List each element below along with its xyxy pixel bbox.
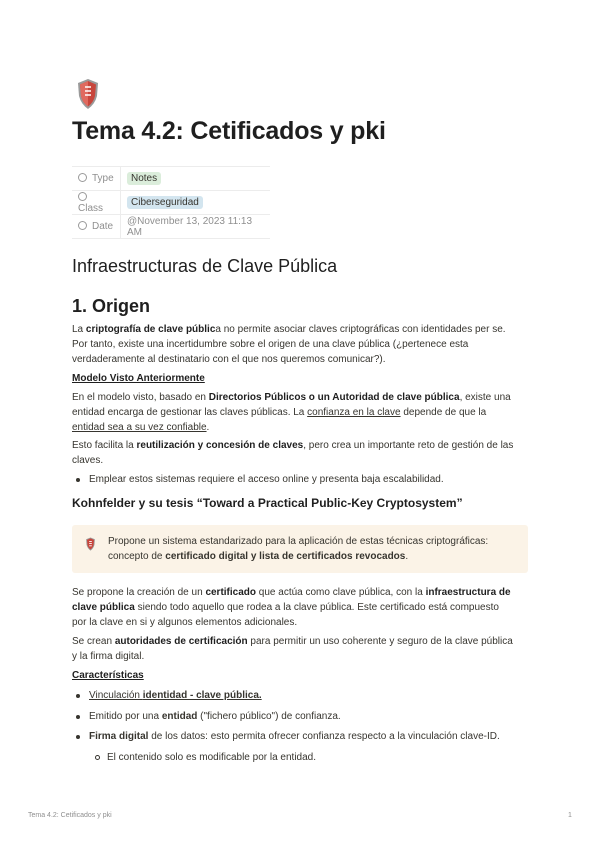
origen-paragraph-2: En el modelo visto, basado en Directorios Públicos o un Autoridad de clave pública, existe una entidad encarga de gestionar las claves públicas. La confianza en la clave depende de que la entidad sea a su vez confiable. [72,392,511,433]
property-label: Type [92,173,114,184]
page-title: Tema 4.2: Cetificados y pki [72,117,386,145]
page-number: 1 [568,812,572,819]
footer-title: Tema 4.2: Cetificados y pki [28,812,112,819]
date-value: @November 13, 2023 11:13 AM [127,215,253,238]
kohnfelder-paragraph-2: Se crean autoridades de certificación para permitir un uso coherente y seguro de la clave pública y la firma digital. [72,636,513,662]
property-row-date [72,215,270,239]
subheading-caracteristicas: Características [72,670,144,681]
type-tag[interactable]: Notes [127,172,161,185]
origen-heading: 1. Origen [72,296,151,316]
type-icon [78,173,87,182]
shield-icon [76,78,100,110]
origen-paragraph-1: La criptografía de clave pública no permite asociar claves criptográficas con identidades per se. Por tanto, existe una incertidumbre sobre el origen de una clave pública (¿pertenece esta verdaderamente al destinatario con el que nos queremos comunicar?). [72,324,506,365]
section-title: Infraestructuras de Clave Pública [72,256,338,276]
properties-table [72,166,270,239]
property-row-type [72,167,270,191]
callout-box [72,525,528,573]
kohnfelder-heading: Kohnfelder y su tesis “Toward a Practical Public-Key Cryptosystem” [72,496,463,510]
shield-icon [85,537,96,551]
clock-icon [78,221,87,230]
property-row-class [72,191,270,215]
callout-text: Propone un sistema estandarizado para la aplicación de estas técnicas criptográficas: concepto de certificado digital y lista de certificados revocados. [108,536,489,562]
origen-paragraph-3: Esto facilita la reutilización y concesión de claves, pero crea un importante reto de gestión de las claves. [72,440,514,466]
class-icon [78,192,87,201]
kohnfelder-paragraph-1: Se propone la creación de un certificado que actúa como clave pública, con la infraestructura de clave pública siendo todo aquello que rodea a la clave pública. Este certificado está compuesto por la clave en si y algunos elementos adicionales. [72,587,511,628]
property-label: Class [78,202,104,214]
class-tag[interactable]: Ciberseguridad [127,196,203,209]
subheading-modelo: Modelo Visto Anteriormente [72,373,205,384]
property-label: Date [92,221,114,232]
